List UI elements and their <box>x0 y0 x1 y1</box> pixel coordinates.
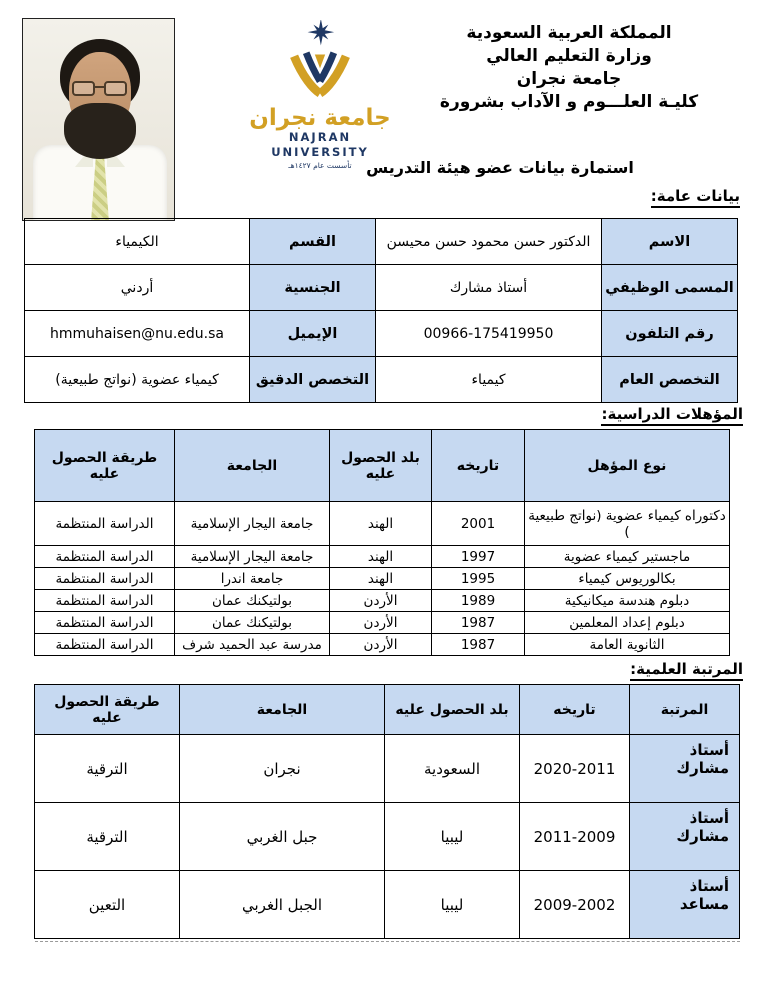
table-row <box>35 590 730 612</box>
qual-university: جامعة اندرا <box>175 568 330 590</box>
rank-col-date: تاريخه <box>520 685 630 735</box>
qual-date: 2001 <box>432 502 525 546</box>
form-title: استمارة بيانات عضو هيئة التدريس <box>366 158 634 177</box>
label-phone: رقم التلفون <box>602 311 738 357</box>
label-general-specialty: التخصص العام <box>602 357 738 403</box>
general-section-heading: بيانات عامة: <box>651 186 740 208</box>
letterhead-line-ministry: وزارة التعليم العالي <box>486 46 652 66</box>
value-email: hmmuhaisen@nu.edu.sa <box>25 311 250 357</box>
value-department: الكيمياء <box>25 219 250 265</box>
rank-university: جبل الغربي <box>180 803 385 871</box>
rank-date: 2011-2009 <box>520 803 630 871</box>
rank-date: 2009-2002 <box>520 871 630 939</box>
table-header-row <box>35 430 730 502</box>
qual-col-country: بلد الحصول عليه <box>330 430 432 502</box>
photo-glasses <box>104 81 127 96</box>
qual-date: 1997 <box>432 546 525 568</box>
qual-method: الدراسة المنتظمة <box>35 546 175 568</box>
photo-glasses <box>72 81 95 96</box>
qual-date: 1987 <box>432 634 525 656</box>
rank-method: الترقية <box>35 735 180 803</box>
qual-date: 1987 <box>432 612 525 634</box>
table-row <box>35 546 730 568</box>
label-job-title: المسمى الوظيفي <box>602 265 738 311</box>
table-row <box>35 502 730 546</box>
qual-type: ماجستير كيمياء عضوية <box>525 546 730 568</box>
qual-type: دكتوراه كيمياء عضوية (نواتج طبيعية ) <box>525 502 730 546</box>
label-name: الاسم <box>602 219 738 265</box>
qual-date: 1989 <box>432 590 525 612</box>
rank-col-method: طريقة الحصول عليه <box>35 685 180 735</box>
rank-title: أستاذ مشارك <box>630 803 740 871</box>
rank-col-rank: المرتبة <box>630 685 740 735</box>
page-break-dashes <box>35 941 740 942</box>
rank-date: 2020-2011 <box>520 735 630 803</box>
label-nationality: الجنسية <box>250 265 376 311</box>
table-row <box>35 803 740 871</box>
qualifications-section-heading: المؤهلات الدراسية: <box>601 404 743 426</box>
table-header-row <box>35 685 740 735</box>
faculty-photo <box>22 18 175 221</box>
qual-type: دبلوم هندسة ميكانيكية <box>525 590 730 612</box>
table-row <box>35 634 730 656</box>
qual-university: جامعة اليجار الإسلامية <box>175 502 330 546</box>
logo-star-wings-icon <box>260 20 380 102</box>
letterhead-line-university: جامعة نجران <box>516 69 622 89</box>
value-job-title: أستاذ مشارك <box>376 265 602 311</box>
letterhead-line-college: كليـة العلـــوم و الآداب بشرورة <box>439 92 699 112</box>
qual-method: الدراسة المنتظمة <box>35 568 175 590</box>
qual-method: الدراسة المنتظمة <box>35 612 175 634</box>
table-row <box>35 735 740 803</box>
rank-country: ليبيا <box>385 803 520 871</box>
letterhead-line-country: المملكة العربية السعودية <box>466 23 672 43</box>
qual-university: مدرسة عبد الحميد شرف <box>175 634 330 656</box>
rank-country: ليبيا <box>385 871 520 939</box>
qual-method: الدراسة المنتظمة <box>35 502 175 546</box>
qual-country: الأردن <box>330 590 432 612</box>
table-row <box>25 311 738 357</box>
qual-country: الهند <box>330 502 432 546</box>
qual-type: دبلوم إعداد المعلمين <box>525 612 730 634</box>
label-department: القسم <box>250 219 376 265</box>
rank-title: أستاذ مساعد <box>630 871 740 939</box>
qual-date: 1995 <box>432 568 525 590</box>
logo-arabic-wordmark: جامعة نجران <box>249 105 391 131</box>
label-exact-specialty: التخصص الدقيق <box>250 357 376 403</box>
logo-founded-text: تأسست عام ١٤٢٧هـ <box>288 161 352 170</box>
qual-country: الهند <box>330 546 432 568</box>
table-row <box>35 612 730 634</box>
ranks-section-heading: المرتبة العلمية: <box>630 659 743 681</box>
rank-method: التعين <box>35 871 180 939</box>
logo-english-wordmark: NAJRAN UNIVERSITY <box>271 130 369 159</box>
rank-method: الترقية <box>35 803 180 871</box>
qual-col-date: تاريخه <box>432 430 525 502</box>
qual-method: الدراسة المنتظمة <box>35 634 175 656</box>
value-nationality: أردني <box>25 265 250 311</box>
qual-university: بولتيكنك عمان <box>175 612 330 634</box>
table-row <box>25 357 738 403</box>
label-email: الإيميل <box>250 311 376 357</box>
table-row <box>35 871 740 939</box>
value-name: الدكتور حسن محمود حسن محيسن <box>376 219 602 265</box>
rank-title: أستاذ مشارك <box>630 735 740 803</box>
qual-country: الأردن <box>330 634 432 656</box>
qualifications-table <box>34 429 730 656</box>
rank-university: نجران <box>180 735 385 803</box>
qual-type: الثانوية العامة <box>525 634 730 656</box>
value-exact-specialty: كيمياء عضوية (نواتج طبيعية) <box>25 357 250 403</box>
qual-method: الدراسة المنتظمة <box>35 590 175 612</box>
rank-col-country: بلد الحصول عليه <box>385 685 520 735</box>
table-row <box>25 219 738 265</box>
value-general-specialty: كيمياء <box>376 357 602 403</box>
qual-country: الأردن <box>330 612 432 634</box>
qual-university: بولتيكنك عمان <box>175 590 330 612</box>
qual-col-type: نوع المؤهل <box>525 430 730 502</box>
qual-col-university: الجامعة <box>175 430 330 502</box>
table-row <box>35 568 730 590</box>
academic-rank-table <box>34 684 740 939</box>
najran-university-logo <box>238 20 402 171</box>
qual-university: جامعة اليجار الإسلامية <box>175 546 330 568</box>
rank-country: السعودية <box>385 735 520 803</box>
rank-col-university: الجامعة <box>180 685 385 735</box>
rank-university: الجبل الغربي <box>180 871 385 939</box>
value-phone: 00966-175419950 <box>376 311 602 357</box>
qual-col-method: طريقة الحصول عليه <box>35 430 175 502</box>
photo-glasses-bridge <box>95 86 105 88</box>
qual-country: الهند <box>330 568 432 590</box>
letterhead <box>388 22 750 114</box>
photo-beard <box>64 103 136 159</box>
table-row <box>25 265 738 311</box>
qual-type: بكالوريوس كيمياء <box>525 568 730 590</box>
general-info-table <box>24 218 738 403</box>
